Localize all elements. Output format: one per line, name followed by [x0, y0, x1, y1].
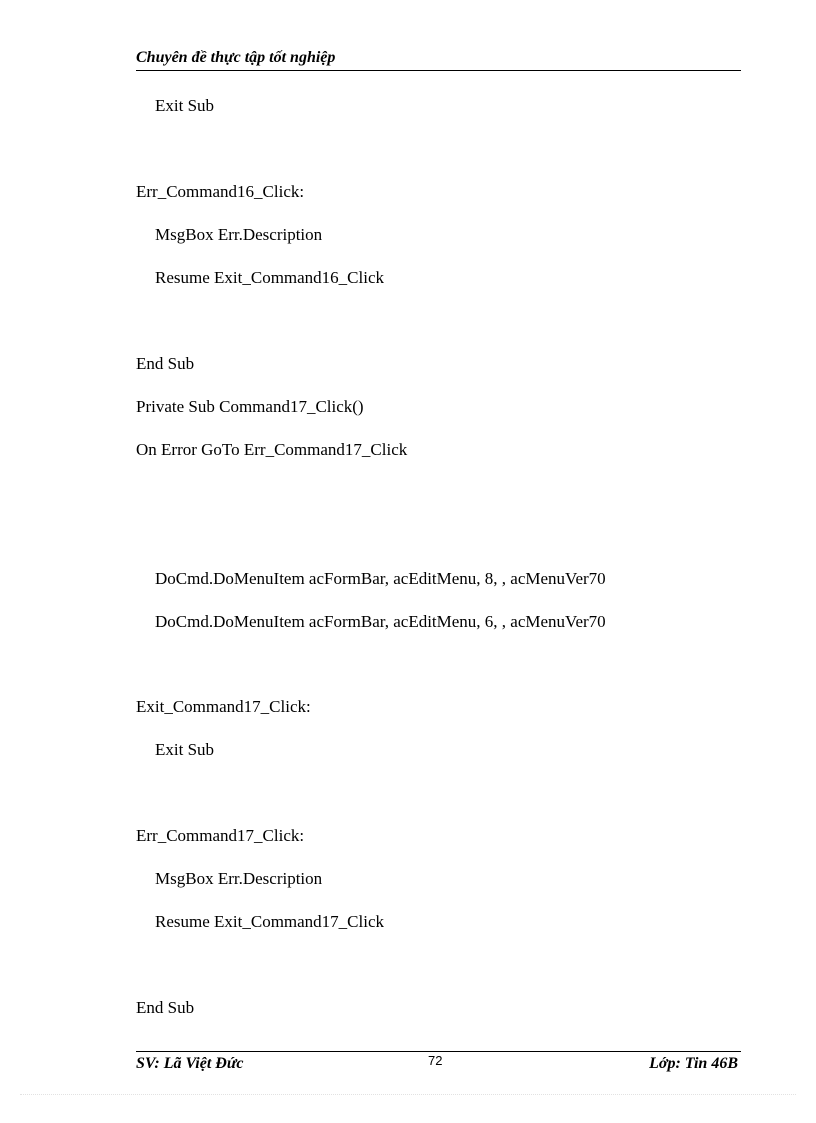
code-line: Exit_Command17_Click: [136, 697, 311, 716]
code-line: MsgBox Err.Description [155, 869, 323, 888]
code-line: DoCmd.DoMenuItem acFormBar, acEditMenu, 6, , acMenuVer70 [155, 612, 606, 631]
code-line: Exit Sub [155, 740, 215, 759]
header-divider [136, 70, 741, 71]
page-number: 72 [428, 1053, 443, 1068]
footer-class-name: Lớp: Tin 46B [649, 1055, 738, 1072]
code-line: Resume Exit_Command17_Click [155, 912, 385, 931]
code-line: Private Sub Command17_Click() [136, 397, 364, 416]
code-line: Err_Command17_Click: [136, 826, 305, 845]
page-bottom-border [20, 1094, 796, 1095]
code-line: Exit Sub [155, 96, 215, 115]
footer-student-name: SV: Lã Việt Đức [136, 1055, 244, 1072]
code-line: End Sub [136, 998, 195, 1017]
code-line: DoCmd.DoMenuItem acFormBar, acEditMenu, 8, , acMenuVer70 [155, 569, 606, 588]
footer-divider [136, 1051, 741, 1052]
code-line: Err_Command16_Click: [136, 182, 305, 201]
code-line: Resume Exit_Command16_Click [155, 268, 385, 287]
header-title: Chuyên đề thực tập tốt nghiệp [136, 49, 336, 66]
code-line: MsgBox Err.Description [155, 225, 323, 244]
code-line: End Sub [136, 354, 195, 373]
code-line: On Error GoTo Err_Command17_Click [136, 440, 408, 459]
